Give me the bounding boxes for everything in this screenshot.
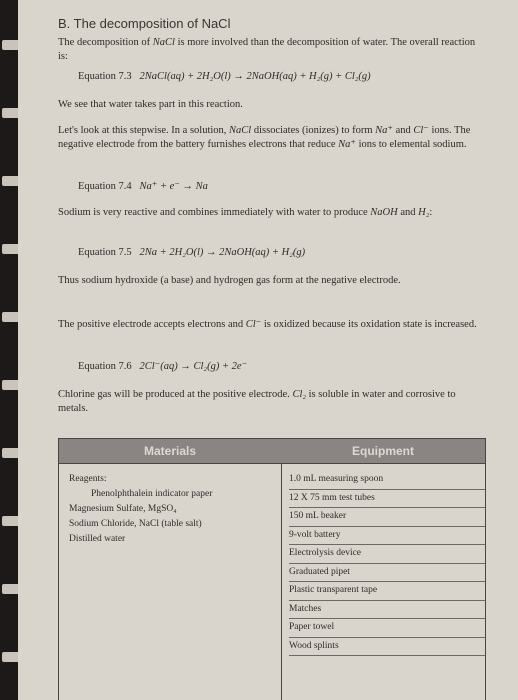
equation-7-6: Equation 7.6 2Cl⁻(aq) → Cl₂(g) + 2e⁻ [78, 361, 248, 372]
equipment-item: Graduated pipet [289, 564, 485, 583]
spine-tab [2, 584, 18, 594]
equipment-item: Matches [289, 601, 485, 620]
materials-equipment-table [58, 438, 486, 700]
equipment-list [281, 464, 485, 656]
equipment-item: Wood splints [289, 638, 485, 657]
hydroxide-note: Thus sodium hydroxide (a base) and hydrogen gas form at the negative electrode. [58, 275, 401, 286]
material-item: Magnesium Sulfate, MgSO₄ [69, 504, 177, 514]
equipment-item: 150 mL beaker [289, 508, 485, 527]
chlorine-paragraph: Chlorine gas will be produced at the positive electrode. Cl₂ is soluble in water and corrosive to metals. [58, 389, 456, 414]
materials-column [59, 439, 282, 700]
spine-tab [2, 516, 18, 526]
equipment-item: 9-volt battery [289, 527, 485, 546]
material-item: Sodium Chloride, NaCl (table salt) [69, 519, 202, 529]
spine-tab [2, 380, 18, 390]
document-page [18, 0, 518, 700]
equipment-item: Electrolysis device [289, 545, 485, 564]
water-note: We see that water takes part in this reaction. [58, 99, 243, 110]
stepwise-paragraph: Let's look at this stepwise. In a solution, NaCl dissociates (ionizes) to form Na⁺ and Cl⁻ ions. The negative electrode from the battery furnishes electrons that reduce Na⁺ ions to elemental sodium. [58, 125, 471, 150]
spine-tab [2, 108, 18, 118]
equipment-column [281, 439, 485, 700]
equation-7-3: Equation 7.3 2NaCl(aq) + 2H₂O(l) → 2NaOH(aq) + H₂(g) + Cl₂(g) [78, 71, 371, 82]
equipment-item: Paper towel [289, 619, 485, 638]
formula: NaCl [152, 37, 175, 48]
spine-tab [2, 652, 18, 662]
material-item: Phenolphthalein indicator paper [91, 489, 213, 499]
spine-tab [2, 244, 18, 254]
equipment-item: 12 X 75 mm test tubes [289, 490, 485, 509]
spine-tab [2, 176, 18, 186]
section-heading: B. The decomposition of NaCl [58, 16, 231, 31]
materials-list [59, 464, 281, 547]
equipment-item: Plastic transparent tape [289, 582, 485, 601]
equipment-header: Equipment [281, 439, 485, 464]
book-binding [0, 0, 18, 700]
equipment-item: 1.0 mL measuring spoon [289, 471, 485, 490]
equation-7-5: Equation 7.5 2Na + 2H₂O(l) → 2NaOH(aq) + H₂(g) [78, 247, 306, 258]
spine-tab [2, 312, 18, 322]
material-item: Reagents: [69, 474, 107, 484]
spine-tab [2, 40, 18, 50]
spine-tab [2, 448, 18, 458]
materials-header: Materials [59, 439, 281, 464]
intro-paragraph: The decomposition of NaCl is more involved than the decomposition of water. The overall reaction is: [58, 37, 476, 62]
positive-electrode-paragraph: The positive electrode accepts electrons and Cl⁻ is oxidized because its oxidation state is increased. [58, 319, 477, 330]
sodium-paragraph: Sodium is very reactive and combines immediately with water to produce NaOH and H₂: [58, 207, 433, 218]
equation-7-4: Equation 7.4 Na⁺ + e⁻ → Na [78, 181, 208, 192]
material-item: Distilled water [69, 534, 126, 544]
